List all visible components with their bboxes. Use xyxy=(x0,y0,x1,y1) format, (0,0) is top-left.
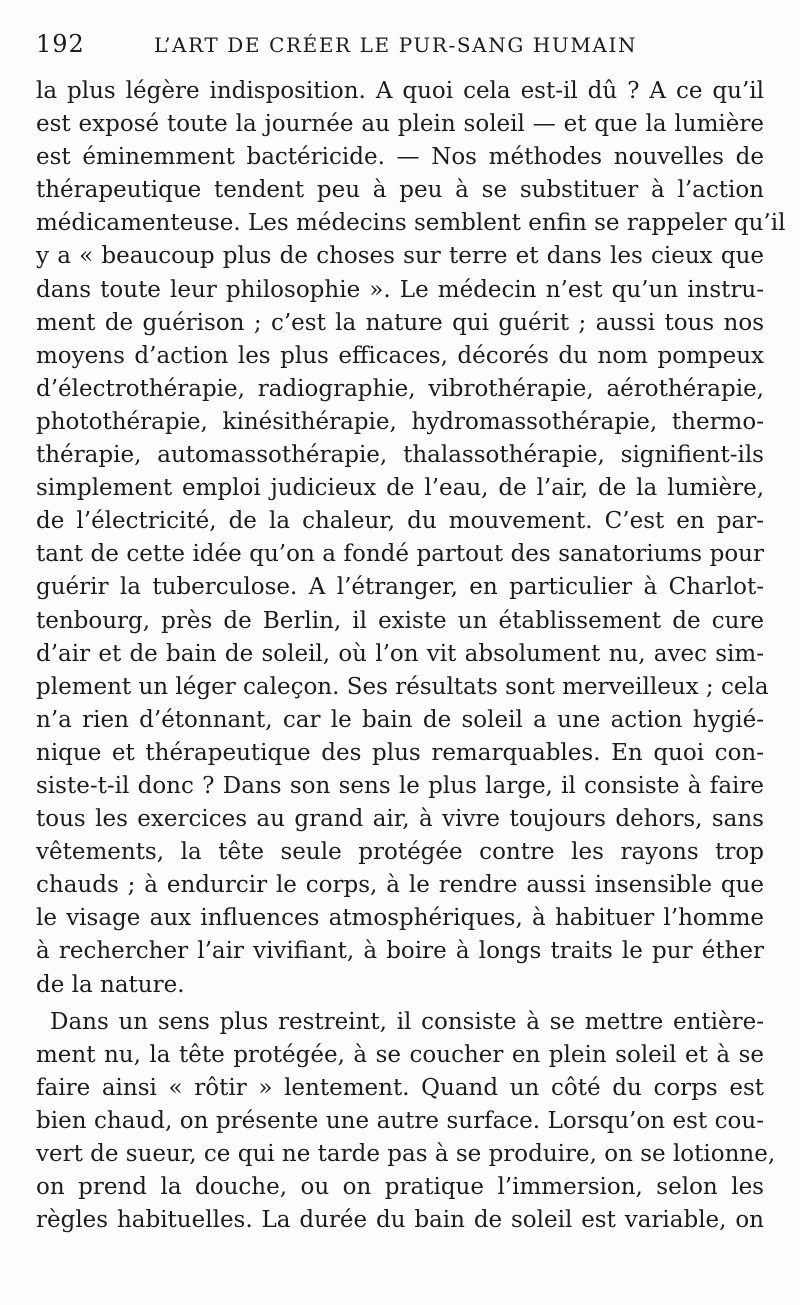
text-line: le visage aux influences atmosphériques, à habituer l’homme xyxy=(36,905,764,932)
text-line: vert de sueur, ce qui ne tarde pas à se produire, on se lotionne, xyxy=(36,1141,776,1167)
text-line: d’air et de bain de soleil, où l’on vit absolument nu, avec sim- xyxy=(36,640,764,667)
text-line: d’électrothérapie, radiographie, vibrothérapie, aérothérapie, xyxy=(36,375,764,402)
text-line: Dans un sens plus restreint, il consiste à se mettre entière- xyxy=(50,1008,764,1035)
text-line: y a « beaucoup plus de choses sur terre et dans les cieux que xyxy=(36,243,764,270)
text-line: thérapie, automassothérapie, thalassothérapie, signifient-ils xyxy=(36,442,764,469)
text-line: faire ainsi « rôtir » lentement. Quand un côté du corps est xyxy=(36,1074,764,1101)
text-line: chauds ; à endurcir le corps, à le rendre aussi insensible que xyxy=(36,872,764,899)
text-line: est éminemment bactéricide. — Nos méthodes nouvelles de xyxy=(36,144,764,171)
text-line: plement un léger caleçon. Ses résultats sont merveilleux ; cela xyxy=(36,673,769,700)
text-line: de la nature. xyxy=(36,971,185,998)
text-line: nique et thérapeutique des plus remarquables. En quoi con- xyxy=(36,739,764,766)
text-line: règles habituelles. La durée du bain de soleil est variable, on xyxy=(36,1207,764,1234)
text-line: tous les exercices au grand air, à vivre toujours dehors, sans xyxy=(36,806,764,833)
text-line: vêtements, la tête seule protégée contre les rayons trop xyxy=(36,839,764,866)
text-line: dans toute leur philosophie ». Le médecin n’est qu’un instru- xyxy=(36,276,764,303)
text-line: médicamenteuse. Les médecins semblent enfin se rappeler qu’il xyxy=(36,210,786,237)
text-line: ment de guérison ; c’est la nature qui guérit ; aussi tous nos xyxy=(36,309,764,336)
text-line: à rechercher l’air vivifiant, à boire à longs traits le pur éther xyxy=(36,938,764,965)
paragraph-1 xyxy=(36,75,786,1002)
running-title: L’ART DE CRÉER LE PUR-SANG HUMAIN xyxy=(154,33,638,57)
paragraph-2 xyxy=(36,1006,776,1238)
text-line: la plus légère indisposition. A quoi cela est-il dû ? A ce qu’il xyxy=(36,78,764,104)
text-line: moyens d’action les plus efficaces, décorés du nom pompeux xyxy=(36,342,764,369)
page-header xyxy=(36,30,776,70)
text-line: tenbourg, près de Berlin, il existe un établissement de cure xyxy=(36,607,764,634)
text-line: tant de cette idée qu’on a fondé partout des sanatoriums pour xyxy=(36,541,764,568)
text-line: bien chaud, on présente une autre surface. Lorsqu’on est cou- xyxy=(36,1107,764,1134)
text-line: siste-t-il donc ? Dans son sens le plus large, il consiste à faire xyxy=(36,772,764,799)
text-line: ment nu, la tête protégée, à se coucher en plein soleil et à se xyxy=(36,1041,764,1068)
text-line: est exposé toute la journée au plein soleil — et que la lumière xyxy=(36,111,764,138)
text-line: on prend la douche, ou on pratique l’immersion, selon les xyxy=(36,1174,764,1201)
text-line: de l’électricité, de la chaleur, du mouvement. C’est en par- xyxy=(36,508,764,535)
text-line: photothérapie, kinésithérapie, hydromassothérapie, thermo- xyxy=(36,408,764,435)
text-line: thérapeutique tendent peu à peu à se substituer à l’action xyxy=(36,177,764,204)
body-text xyxy=(36,75,786,1237)
text-line: simplement emploi judicieux de l’eau, de l’air, de la lumière, xyxy=(36,475,764,502)
text-line: n’a rien d’étonnant, car le bain de soleil a une action hygié- xyxy=(36,706,764,733)
text-line: guérir la tuberculose. A l’étranger, en particulier à Charlot- xyxy=(36,574,764,601)
page-number: 192 xyxy=(36,30,85,58)
